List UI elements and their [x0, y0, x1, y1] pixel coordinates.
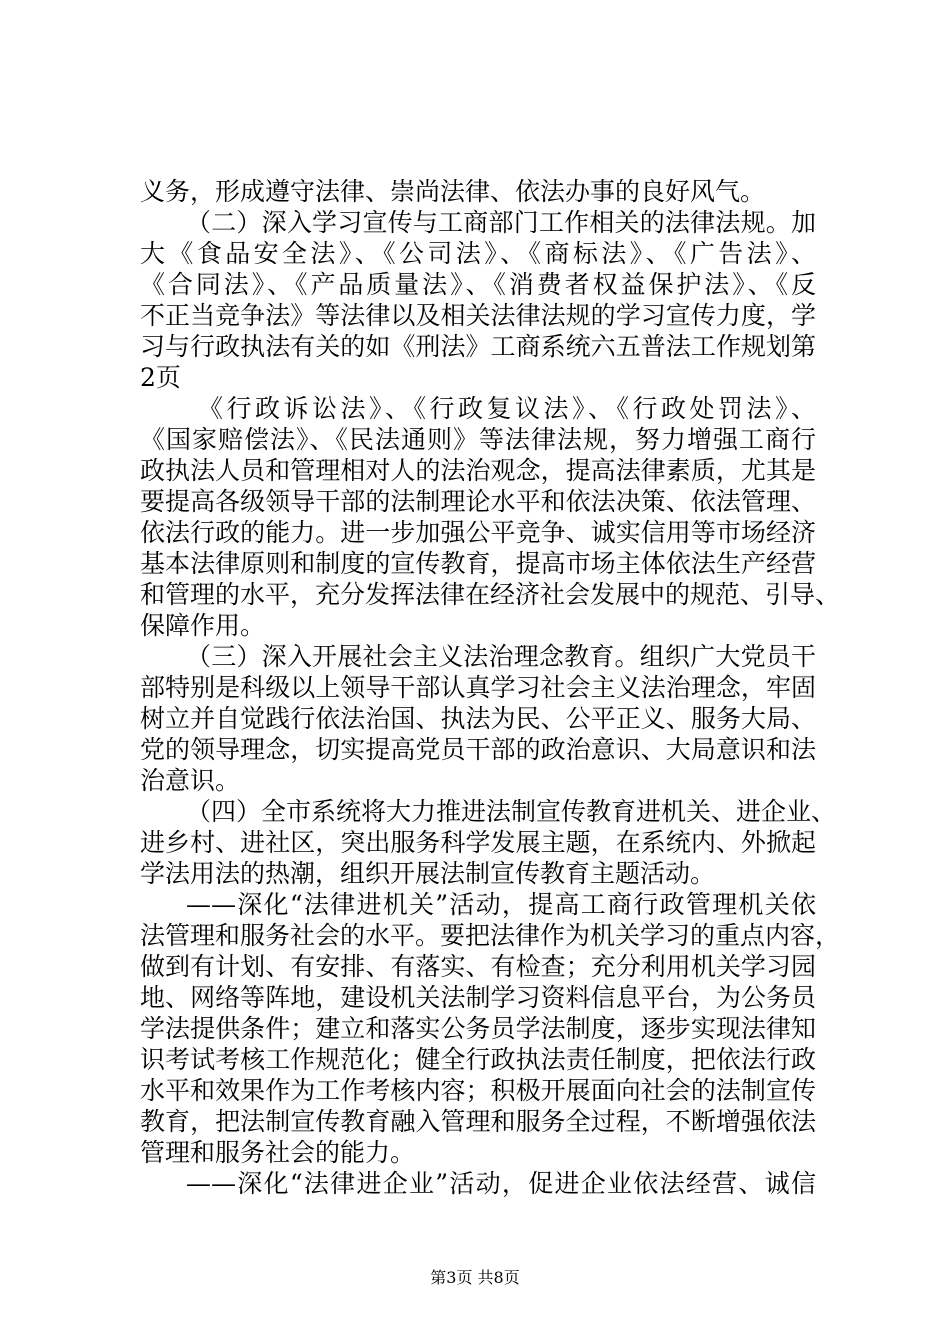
text-line: 义务，形成遵守法律、崇尚法律、依法办事的良好风气。 [140, 177, 766, 206]
text-line: 保障作用。 [140, 611, 266, 640]
text-line: （四）全市系统将大力推进法制宣传教育进机关、进企业、 [186, 797, 837, 826]
text-line: 治意识。 [140, 766, 241, 795]
text-line: 大《食品安全法》、《公司法》、《商标法》、《广告法》、 [140, 239, 816, 268]
text-line: 基本法律原则和制度的宣传教育，提高市场主体依法生产经营 [140, 549, 816, 578]
document-body [140, 176, 841, 1199]
text-line: 做到有计划、有安排、有落实、有检查；充分利用机关学习园 [140, 952, 816, 981]
page-number-label: 第3页 共8页 [430, 1268, 520, 1287]
text-line: 习与行政执法有关的如《刑法》工商系统六五普法工作规划第 [140, 332, 816, 361]
text-line: （二）深入学习宣传与工商部门工作相关的法律法规。加 [186, 208, 816, 237]
text-line: 党的领导理念，切实提高党员干部的政治意识、大局意识和法 [140, 735, 816, 764]
text-line: 法管理和服务社会的水平。要把法律作为机关学习的重点内容， [140, 921, 841, 950]
text-line: 学法用法的热潮，组织开展法制宣传教育主题活动。 [140, 859, 716, 888]
text-line: 水平和效果作为工作考核内容；积极开展面向社会的法制宣传 [140, 1076, 816, 1105]
text-line: 要提高各级领导干部的法制理论水平和依法决策、依法管理、 [140, 487, 816, 516]
page-footer [0, 1268, 950, 1288]
text-line: （三）深入开展社会主义法治理念教育。组织广大党员干 [186, 642, 816, 671]
text-line: 《行政诉讼法》、《行政复议法》、《行政处罚法》、 [198, 394, 816, 423]
text-line: 2页 [140, 363, 181, 392]
text-line: ——深化“法律进机关”活动，提高工商行政管理机关依 [186, 890, 816, 919]
text-line: 政执法人员和管理相对人的法治观念，提高法律素质，尤其是 [140, 456, 816, 485]
text-line: 教育，把法制宣传教育融入管理和服务全过程，不断增强依法 [140, 1107, 816, 1136]
text-line: 和管理的水平，充分发挥法律在经济社会发展中的规范、引导、 [140, 580, 841, 609]
text-line: 树立并自觉践行依法治国、执法为民、公平正义、服务大局、 [140, 704, 816, 733]
text-line: 学法提供条件；建立和落实公务员学法制度，逐步实现法律知 [140, 1014, 816, 1043]
text-line: 管理和服务社会的能力。 [140, 1138, 416, 1167]
text-line: 《国家赔偿法》、《民法通则》等法律法规，努力增强工商行 [140, 425, 816, 454]
text-line: 识考试考核工作规范化；健全行政执法责任制度，把依法行政 [140, 1045, 816, 1074]
text-line: 地、网络等阵地，建设机关法制学习资料信息平台，为公务员 [140, 983, 816, 1012]
text-line: ——深化“法律进企业”活动，促进企业依法经营、诚信 [186, 1169, 816, 1198]
text-line: 部特别是科级以上领导干部认真学习社会主义法治理念，牢固 [140, 673, 816, 702]
text-line: 进乡村、进社区，突出服务科学发展主题，在系统内、外掀起 [140, 828, 816, 857]
text-line: 《合同法》、《产品质量法》、《消费者权益保护法》、《反 [140, 270, 816, 299]
text-line: 不正当竞争法》等法律以及相关法律法规的学习宣传力度，学 [140, 301, 816, 330]
text-line: 依法行政的能力。进一步加强公平竞争、诚实信用等市场经济 [140, 518, 816, 547]
